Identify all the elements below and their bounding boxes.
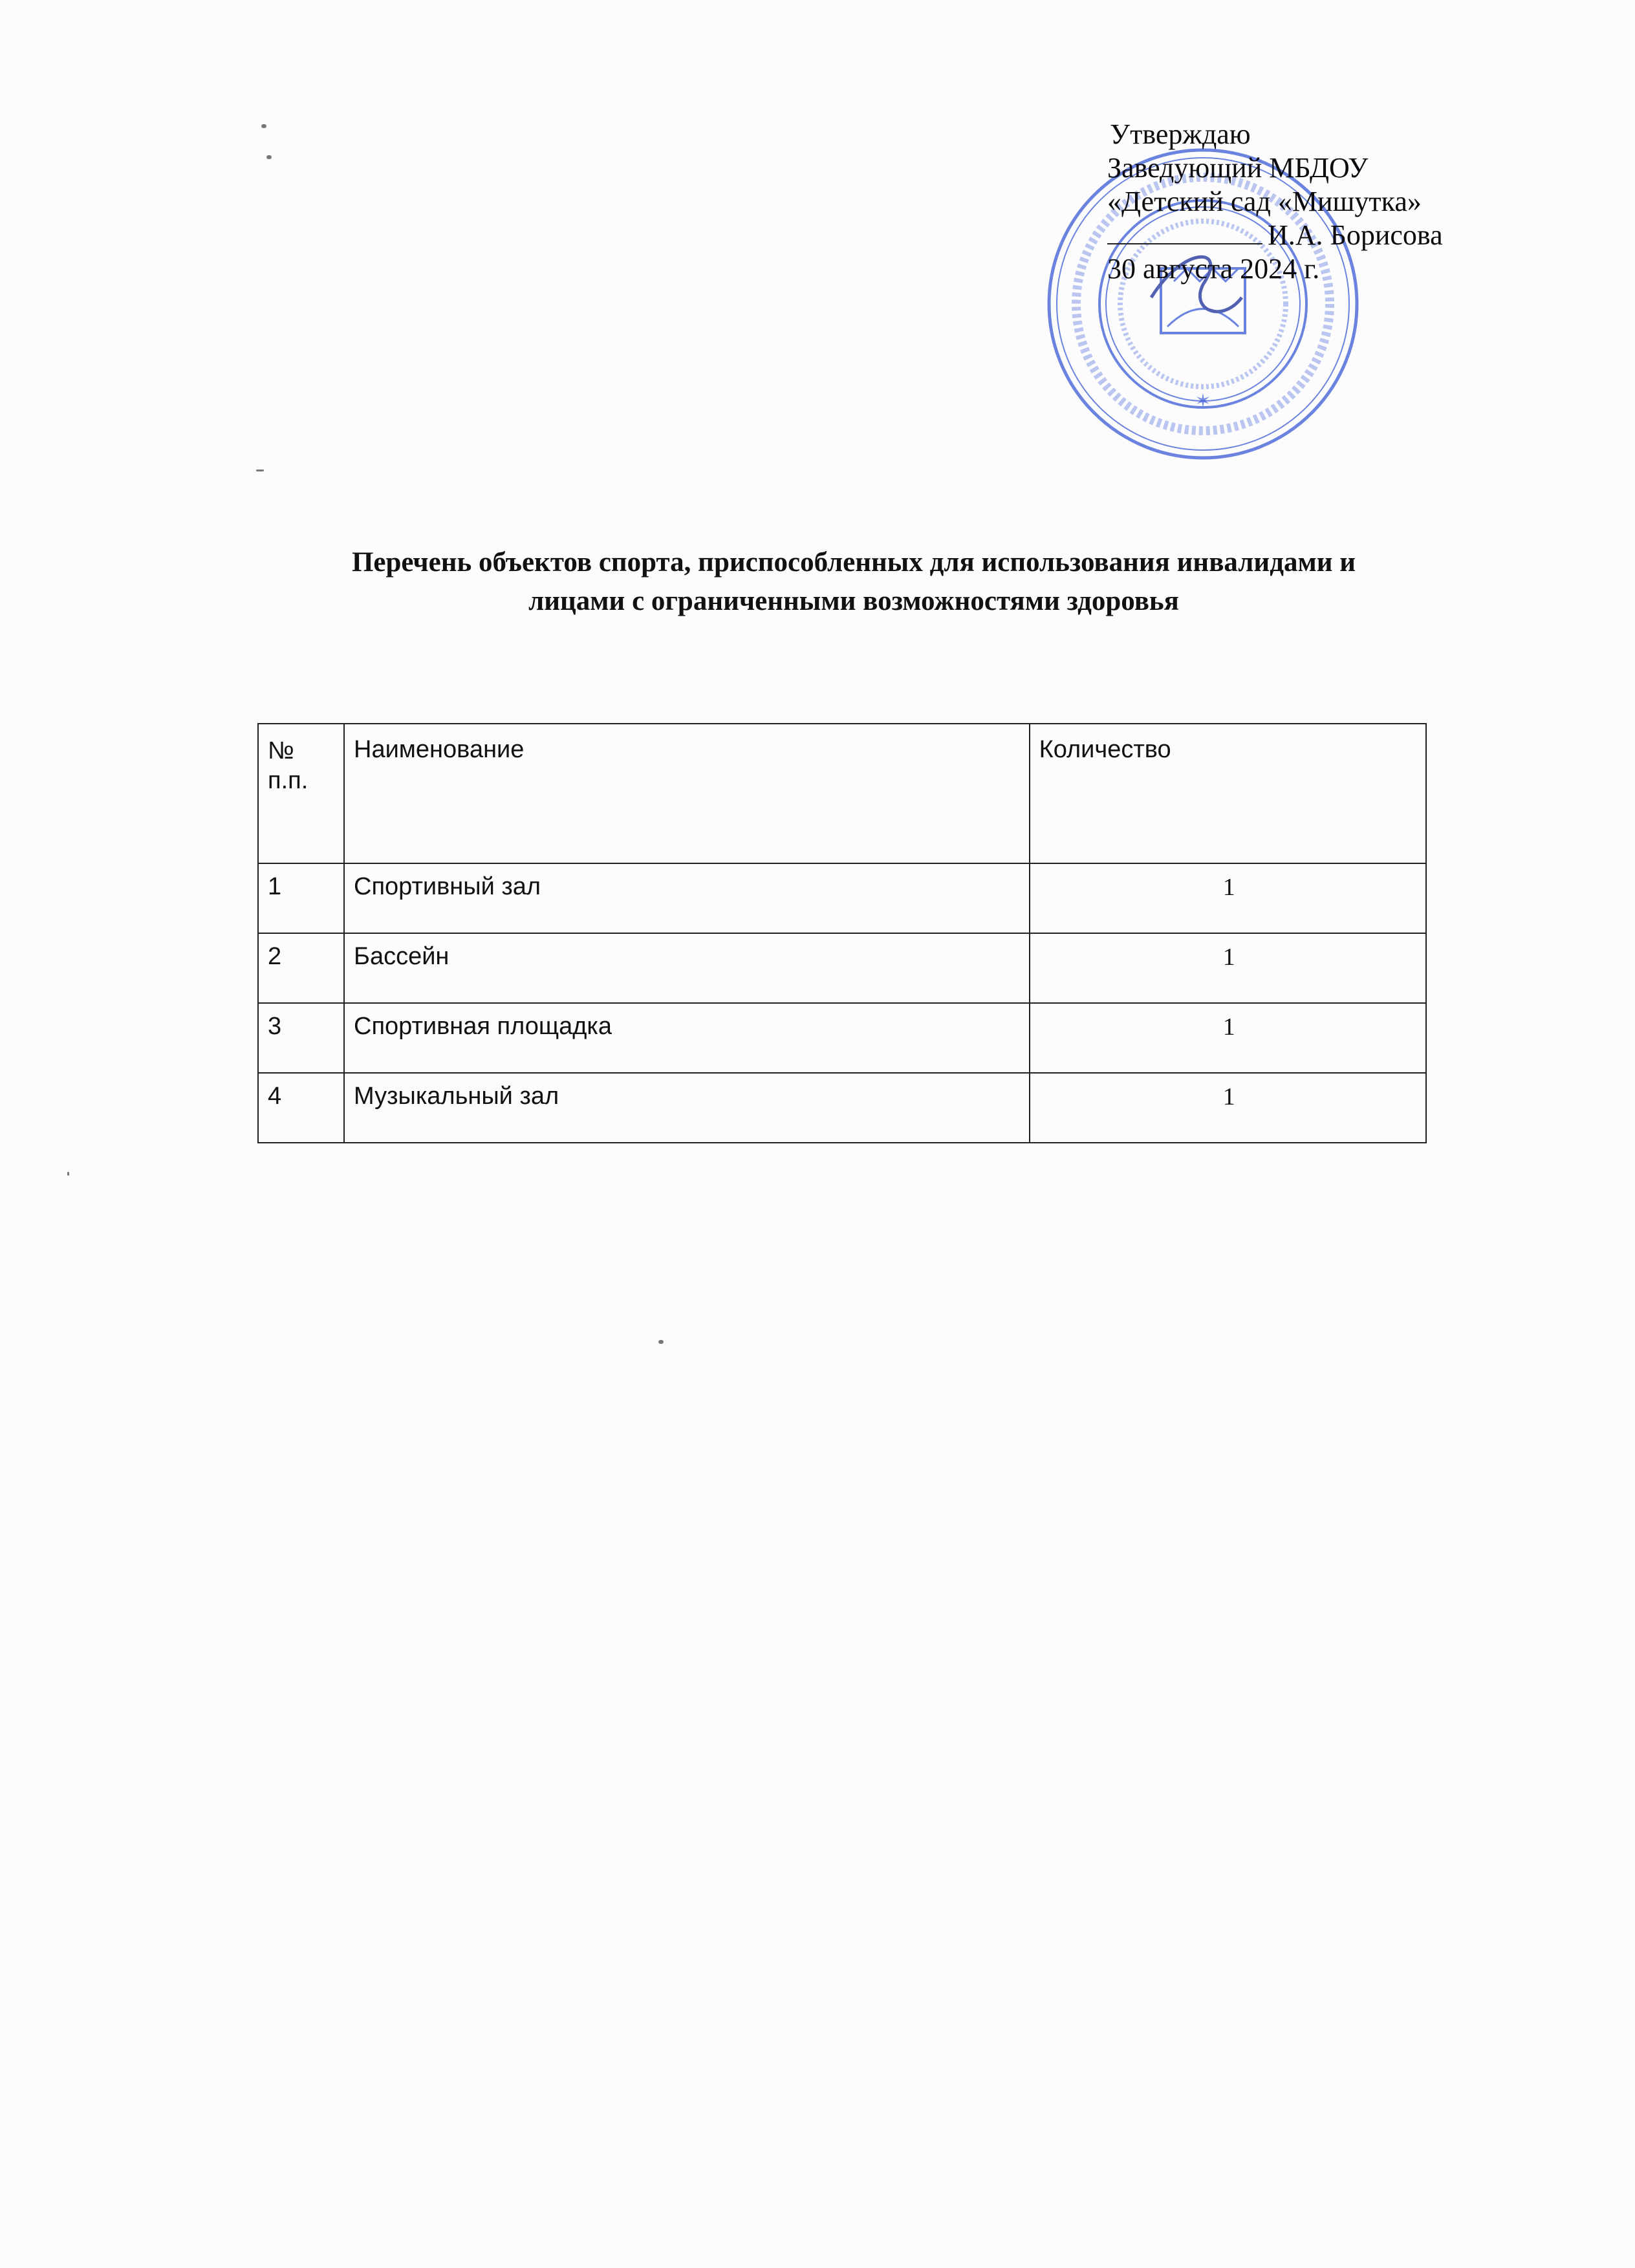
signature-line [1107,243,1262,244]
row-quantity: 1 [1030,863,1426,933]
approval-block [1107,118,1443,286]
table-row [258,933,1426,1003]
approval-title: Утверждаю [1110,118,1251,150]
row-quantity: 1 [1030,1073,1426,1143]
svg-text:✶: ✶ [1195,390,1211,413]
table-row [258,1003,1426,1073]
row-name: Музыкальный зал [344,1073,1030,1143]
header-number: № п.п. [258,724,344,863]
row-name: Бассейн [344,933,1030,1003]
row-name: Спортивная площадка [344,1003,1030,1073]
title-line-2: лицами с ограниченными возможностями здоровья [528,586,1179,616]
row-number: 2 [258,933,344,1003]
row-name: Спортивный зал [344,863,1030,933]
row-quantity: 1 [1030,1003,1426,1073]
approval-date: 30 августа 2024 г. [1107,253,1320,285]
table-row [258,1073,1426,1143]
row-quantity: 1 [1030,933,1426,1003]
document-title [213,543,1494,621]
approval-position: Заведующий МБДОУ [1107,152,1369,184]
row-number: 1 [258,863,344,933]
sports-objects-table [257,723,1427,1143]
header-name: Наименование [344,724,1030,863]
table-row [258,863,1426,933]
row-number: 4 [258,1073,344,1143]
approval-organization: «Детский сад «Мишутка» [1107,186,1422,217]
approval-signer: И.А. Борисова [1268,219,1443,251]
approval-signature-line [1107,219,1443,252]
header-quantity: Количество [1030,724,1426,863]
row-number: 3 [258,1003,344,1073]
table-header-row [258,724,1426,863]
title-line-1: Перечень объектов спорта, приспособленных для использования инвалидами и [351,547,1356,578]
